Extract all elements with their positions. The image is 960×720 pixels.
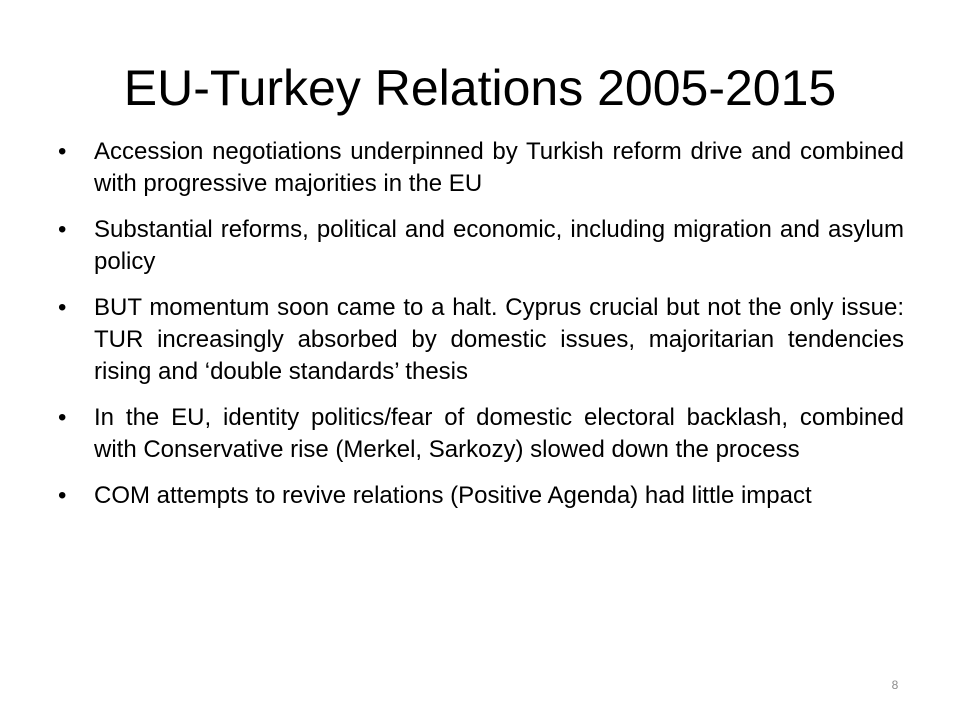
bullet-item-1	[58, 136, 904, 200]
bullet-list	[58, 136, 904, 526]
bullet-text: Accession negotiations underpinned by Turkish reform drive and combined with progressive majorities in the EU	[94, 138, 904, 197]
bullet-dot-icon: •	[58, 482, 67, 509]
bullet-text: Substantial reforms, political and economic, including migration and asylum policy	[94, 216, 904, 275]
slide-title: EU-Turkey Relations 2005-2015	[123, 60, 837, 116]
bullet-text: In the EU, identity politics/fear of domestic electoral backlash, combined with Conservative rise (Merkel, Sarkozy) slowed down the process	[94, 404, 904, 463]
bullet-dot-icon: •	[58, 294, 67, 321]
bullet-item-5	[58, 480, 904, 512]
bullet-text: COM attempts to revive relations (Positive Agenda) had little impact	[94, 482, 812, 509]
bullet-item-4	[58, 402, 904, 466]
bullet-dot-icon: •	[58, 138, 67, 165]
bullet-dot-icon: •	[58, 404, 67, 431]
bullet-item-2	[58, 214, 904, 278]
slide-number: 8	[891, 678, 899, 692]
bullet-item-3	[58, 292, 904, 388]
bullet-text: BUT momentum soon came to a halt. Cyprus crucial but not the only issue: TUR increasingly absorbed by domestic issues, majoritarian tendencies rising and ‘double standards’ thesis	[94, 294, 904, 385]
bullet-dot-icon: •	[58, 216, 67, 243]
